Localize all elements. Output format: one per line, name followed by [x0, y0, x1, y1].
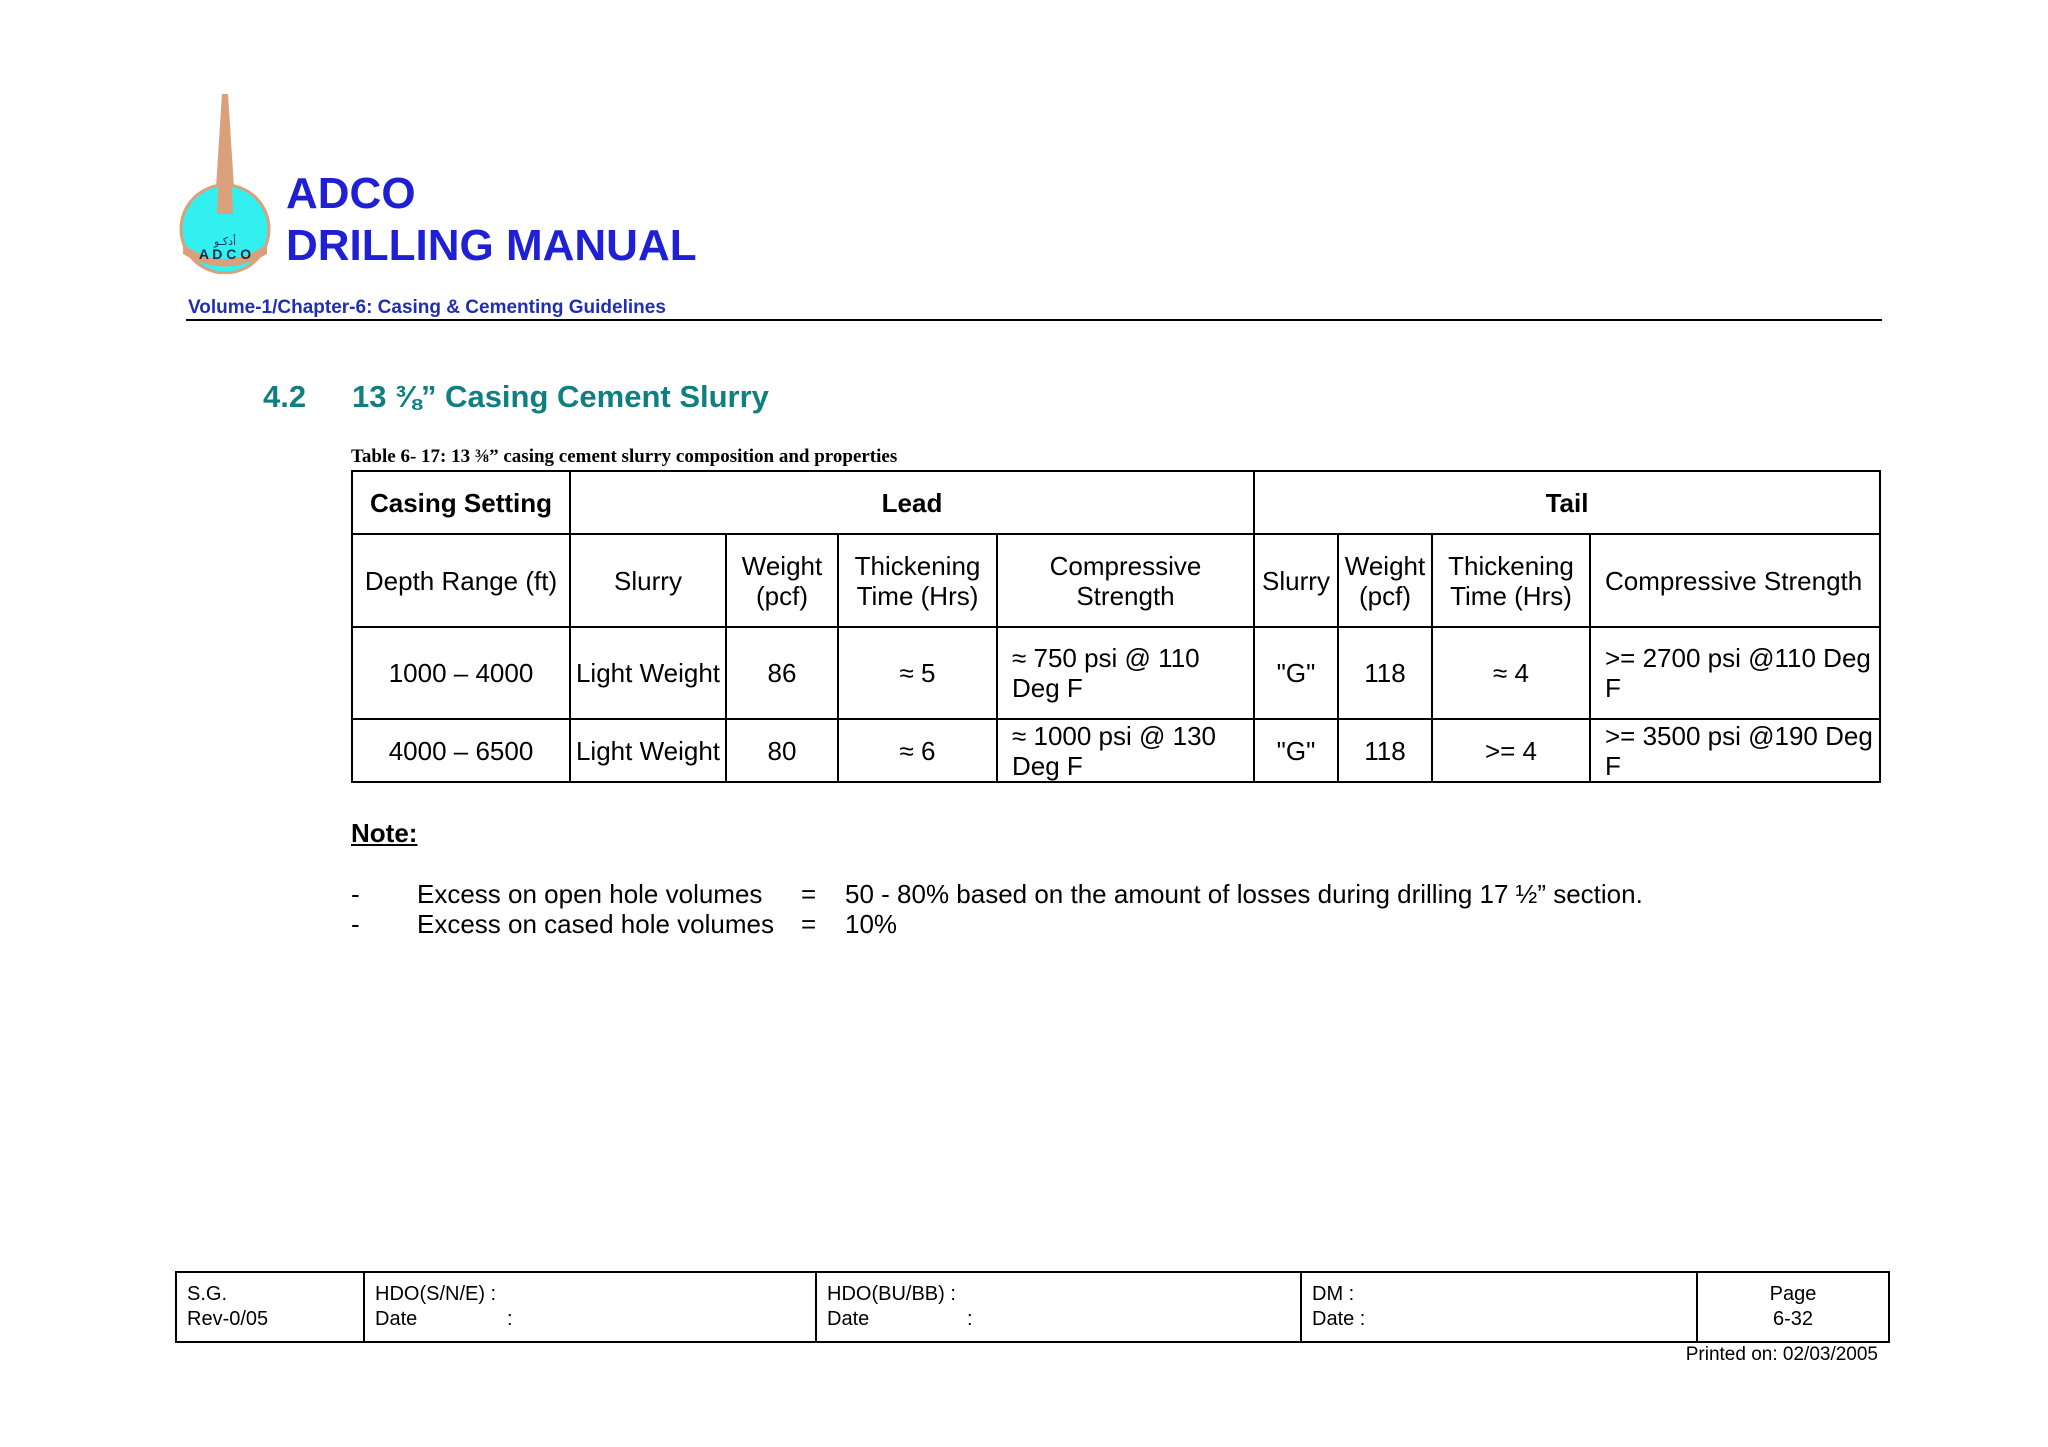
note-value: 50 - 80% based on the amount of losses during drilling 17 ½” section.: [845, 879, 1643, 909]
footer-date-label: Date: [375, 1308, 418, 1330]
note-label: Excess on open hole volumes: [417, 879, 763, 909]
table-cell: 80: [726, 719, 838, 782]
note-dash: -: [351, 909, 360, 939]
note-equals: =: [801, 879, 817, 909]
footer-revision: Rev-0/05: [187, 1308, 269, 1330]
footer-page-cell: [1697, 1272, 1889, 1342]
footer-date-line: [375, 1307, 815, 1332]
table-cell: ≈ 6: [838, 719, 997, 782]
footer-page-number: 6-32: [1772, 1308, 1814, 1330]
footer-sg: S.G.: [187, 1283, 228, 1305]
table-cell: >= 4: [1432, 719, 1590, 782]
group-header-casing-setting: Casing Setting: [352, 471, 570, 534]
table-cell: Light Weight: [570, 719, 726, 782]
footer-hdo-sne: HDO(S/N/E) :: [375, 1283, 497, 1305]
table-cell: ≈ 1000 psi @ 130 Deg F: [997, 719, 1254, 782]
column-header: Weight (pcf): [726, 534, 838, 627]
footer-dm-cell: [1301, 1272, 1697, 1342]
volume-chapter-label: Volume-1/Chapter-6: Casing & Cementing Guidelines: [188, 297, 666, 318]
column-header: Thickening Time (Hrs): [1432, 534, 1590, 627]
footer-sg-cell: [176, 1272, 364, 1342]
table-cell: ≈ 4: [1432, 627, 1590, 719]
table-group-header-row: [352, 471, 1880, 534]
table-cell: "G": [1254, 719, 1338, 782]
table-cell: Light Weight: [570, 627, 726, 719]
table-cell: 118: [1338, 719, 1432, 782]
section-title: 13 ⅜” Casing Cement Slurry: [352, 379, 769, 414]
table-cell: >= 3500 psi @190 Deg F: [1590, 719, 1880, 782]
note-label: Excess on cased hole volumes: [417, 909, 774, 939]
footer-hdo-bubb-cell: [816, 1272, 1301, 1342]
group-header-lead: Lead: [570, 471, 1254, 534]
table-cell: >= 2700 psi @110 Deg F: [1590, 627, 1880, 719]
column-header: Slurry: [1254, 534, 1338, 627]
footer-date-line: [827, 1307, 1300, 1332]
adco-logo: [175, 94, 275, 274]
footer-date-colon: :: [967, 1308, 973, 1330]
printed-date: Printed on: 02/03/2005: [1685, 1344, 1878, 1365]
table-cell: ≈ 5: [838, 627, 997, 719]
table-row: [352, 719, 1880, 782]
table-cell: 4000 – 6500: [352, 719, 570, 782]
table-cell: ≈ 750 psi @ 110 Deg F: [997, 627, 1254, 719]
footer-dm-date: Date :: [1312, 1308, 1366, 1330]
section-number: 4.2: [263, 379, 307, 414]
logo-arabic: أدكـو: [213, 235, 237, 248]
footer-row: [176, 1272, 1889, 1342]
footer-hdo-bubb: HDO(BU/BB) :: [827, 1283, 956, 1305]
table-cell: "G": [1254, 627, 1338, 719]
table-cell: 86: [726, 627, 838, 719]
table-row: [352, 627, 1880, 719]
table-caption: Table 6- 17: 13 ⅜” casing cement slurry composition and properties: [351, 446, 898, 467]
table-cell: 1000 – 4000: [352, 627, 570, 719]
footer-hdo-sne-cell: [364, 1272, 816, 1342]
note-equals: =: [801, 909, 817, 939]
table-cell: 118: [1338, 627, 1432, 719]
note-value: 10%: [845, 909, 898, 939]
logo-letters: A D C O: [198, 246, 252, 262]
column-header: Thickening Time (Hrs): [838, 534, 997, 627]
note-dash: -: [351, 879, 360, 909]
column-header: Compressive Strength: [997, 534, 1254, 627]
column-header: Slurry: [570, 534, 726, 627]
column-header: Compressive Strength: [1590, 534, 1880, 627]
manual-title: DRILLING MANUAL: [286, 221, 697, 270]
footer-dm: DM :: [1312, 1283, 1355, 1305]
group-header-tail: Tail: [1254, 471, 1880, 534]
footer-signoff-table: [175, 1271, 1890, 1343]
footer-date-label: Date: [827, 1308, 870, 1330]
header-divider: [186, 319, 1882, 321]
footer-date-colon: :: [507, 1308, 513, 1330]
note-heading: Note:: [351, 818, 418, 848]
column-header: Depth Range (ft): [352, 534, 570, 627]
slurry-table: [351, 470, 1881, 783]
footer-page-label: Page: [1769, 1283, 1817, 1305]
table-column-header-row: [352, 534, 1880, 627]
brand-name: ADCO: [286, 169, 416, 218]
column-header: Weight (pcf): [1338, 534, 1432, 627]
